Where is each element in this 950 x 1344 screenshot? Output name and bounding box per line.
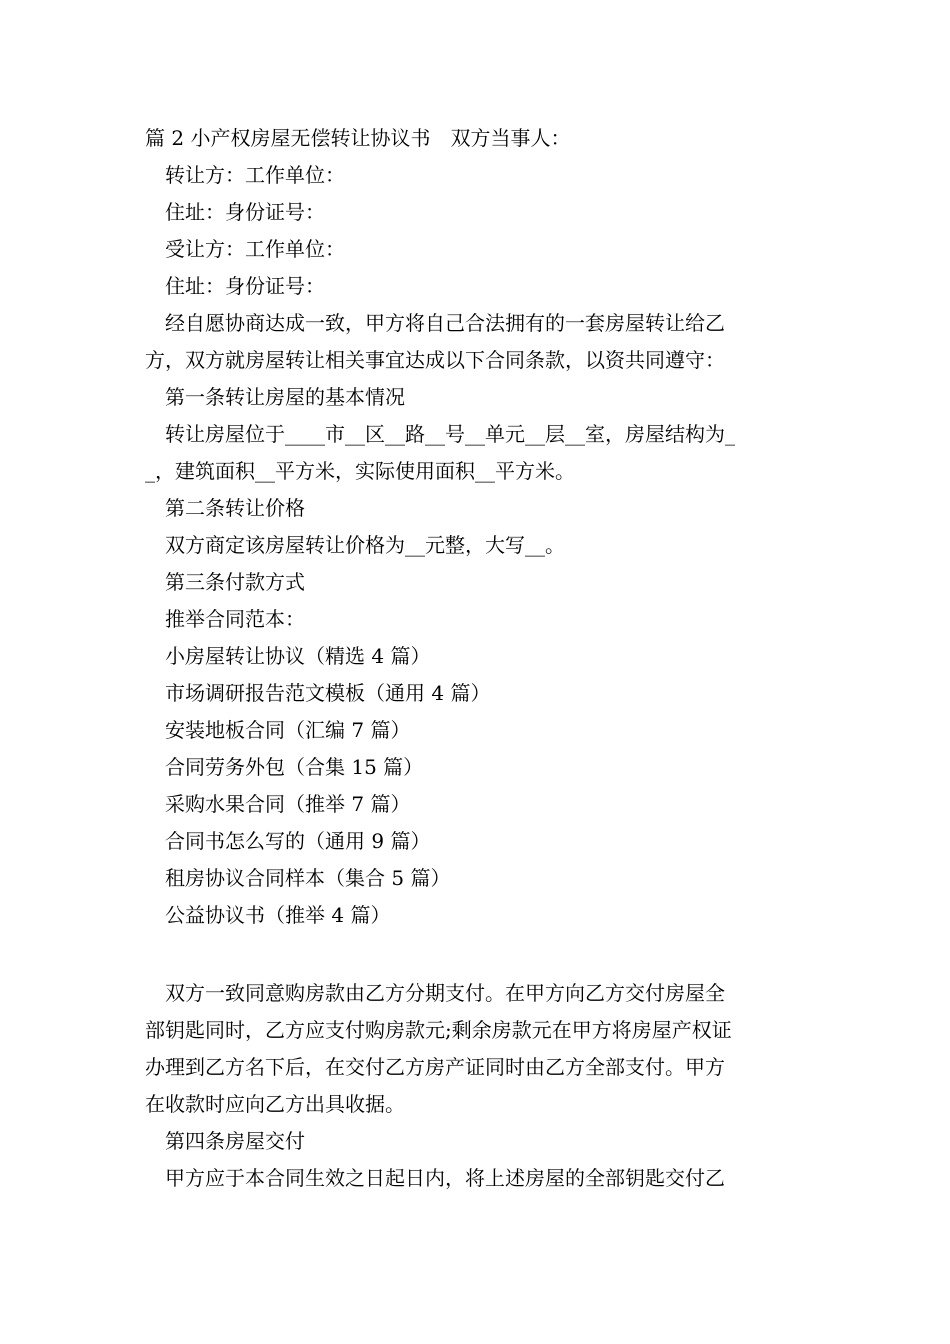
article-3-body-line: 办理到乙方名下后，在交付乙方房产证同时由乙方全部支付。甲方 — [145, 1055, 725, 1079]
article-3-body-line: 部钥匙同时，乙方应支付购房款元;剩余房款元在甲方将房屋产权证 — [145, 1018, 732, 1042]
transferor-line: 转让方：工作单位： — [165, 163, 345, 187]
recommend-link[interactable]: 公益协议书（推举 4 篇） — [165, 903, 391, 927]
recommend-link[interactable]: 市场调研报告范文模板（通用 4 篇） — [165, 681, 491, 705]
transferee-address-line: 住址：身份证号： — [165, 274, 325, 298]
article-1-heading: 第一条转让房屋的基本情况 — [165, 385, 405, 409]
article-3-body-line: 在收款时应向乙方出具收据。 — [145, 1092, 405, 1116]
transferor-address-line: 住址：身份证号： — [165, 200, 325, 224]
transferee-line: 受让方：工作单位： — [165, 237, 345, 261]
recommend-link[interactable]: 合同书怎么写的（通用 9 篇） — [165, 829, 431, 853]
article-3-heading: 第三条付款方式 — [165, 570, 305, 594]
recommend-link[interactable]: 安装地板合同（汇编 7 篇） — [165, 718, 411, 742]
article-3-body-line: 双方一致同意购房款由乙方分期支付。在甲方向乙方交付房屋全 — [165, 981, 725, 1005]
intro-paragraph-line: 方，双方就房屋转让相关事宜达成以下合同条款，以资共同遵守： — [145, 348, 725, 372]
recommend-heading: 推举合同范本： — [165, 607, 305, 631]
article-1-body-line: 转让房屋位于____市__区__路__号__单元__层__室，房屋结构为_ — [165, 422, 735, 446]
recommend-link[interactable]: 采购水果合同（推举 7 篇） — [165, 792, 411, 816]
article-2-heading: 第二条转让价格 — [165, 496, 305, 520]
article-4-body-line: 甲方应于本合同生效之日起日内，将上述房屋的全部钥匙交付乙 — [165, 1166, 725, 1190]
document-title-line: 篇 2 小产权房屋无偿转让协议书 双方当事人： — [145, 126, 571, 150]
recommend-link[interactable]: 租房协议合同样本（集合 5 篇） — [165, 866, 451, 890]
article-4-heading: 第四条房屋交付 — [165, 1129, 305, 1153]
recommend-link[interactable]: 小房屋转让协议（精选 4 篇） — [165, 644, 431, 668]
recommend-link[interactable]: 合同劳务外包（合集 15 篇） — [165, 755, 424, 779]
article-1-body-line: _，建筑面积__平方米，实际使用面积__平方米。 — [145, 459, 575, 483]
intro-paragraph-line: 经自愿协商达成一致，甲方将自己合法拥有的一套房屋转让给乙 — [165, 311, 725, 335]
article-2-body: 双方商定该房屋转让价格为__元整，大写__。 — [165, 533, 565, 557]
